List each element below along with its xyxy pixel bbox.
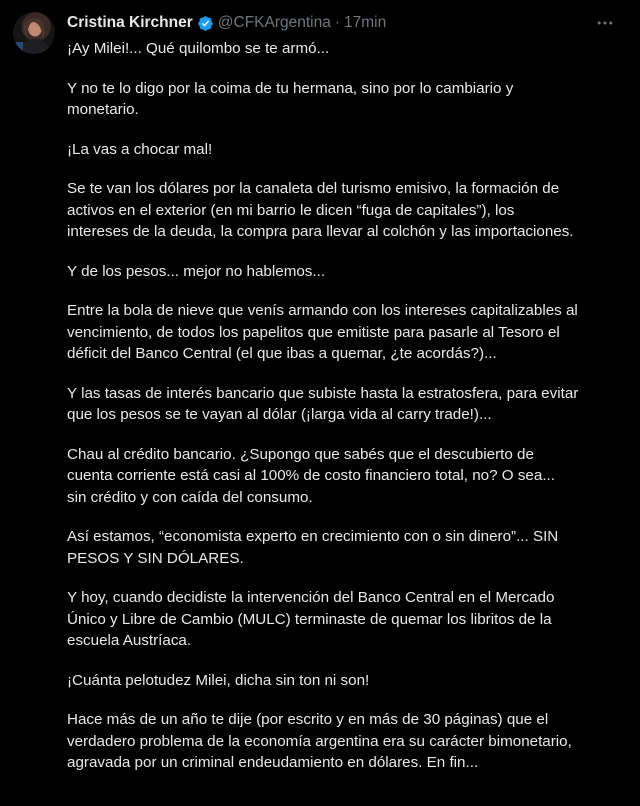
tweet-text-line: ¡La vas a chocar mal! [67, 140, 213, 158]
tweet-text-line: Y las tasas de interés bancario que subiste hasta la estratosfera, para evitar [67, 384, 579, 402]
separator: · [334, 14, 341, 31]
tweet-paragraph [67, 38, 632, 60]
tweet-paragraph [67, 178, 632, 243]
tweet-text-line: agravada por un criminal endeudamiento en dólares. En fin... [67, 754, 479, 771]
tweet-paragraph [67, 587, 632, 652]
tweet-text-line: monetario. [67, 101, 139, 118]
tweet-paragraph [67, 383, 632, 426]
tweet-text-line: ¡Ay Milei!... Qué quilombo se te armó... [67, 40, 330, 57]
tweet-paragraph [67, 139, 632, 161]
tweet-text-line: déficit del Banco Central (el que ibas a quemar, ¿te acordás?)... [67, 345, 497, 362]
tweet-text-line: verdadero problema de la economía argentina era su carácter bimonetario, [67, 732, 572, 750]
tweet-text-line: Chau al crédito bancario. ¿Supongo que sabés que el descubierto de [67, 445, 534, 463]
timestamp[interactable]: 17min [344, 14, 387, 31]
verified-badge-icon [197, 15, 214, 32]
tweet-text-line: activos en el exterior (en mi barrio le dicen “fuga de capitales”), los [67, 201, 515, 219]
tweet-text-line: Así estamos, “economista experto en crecimiento con o sin dinero”... SIN [67, 528, 559, 545]
tweet-paragraph [67, 526, 632, 569]
tweet-text-line: escuela Austríaca. [67, 632, 192, 649]
author-handle[interactable]: @CFKArgentina [217, 14, 331, 31]
tweet-text-line: ¡Cuánta pelotudez Milei, dicha sin ton ni son! [67, 671, 370, 689]
tweet-text-line: Único y Libre de Cambio (MULC) terminaste de quemar los libritos de la [67, 610, 552, 628]
avatar[interactable] [13, 12, 55, 54]
more-options-icon[interactable] [594, 13, 616, 33]
tweet-text-line: que los pesos se te vayan al dólar (¡larga vida al carry trade!)... [67, 406, 492, 423]
tweet-paragraph [67, 300, 632, 365]
tweet-paragraph [67, 444, 632, 509]
tweet-text-line: cuenta corriente está casi al 100% de costo financiero total, no? O sea... [67, 467, 555, 484]
tweet-header [67, 12, 386, 34]
tweet-paragraph [67, 670, 632, 692]
author-name[interactable]: Cristina Kirchner [67, 14, 193, 31]
tweet-paragraph [67, 709, 632, 774]
tweet-text-line: Se te van los dólares por la canaleta del turismo emisivo, la formación de [67, 180, 560, 197]
tweet-text-line: Y de los pesos... mejor no hablemos... [67, 262, 326, 280]
tweet-paragraph [67, 261, 632, 283]
tweet-text-line: intereses de la deuda, la compra para llevar al colchón y las importaciones. [67, 223, 574, 240]
tweet-text-line: vencimiento, de todos los papelitos que emitiste para pasarle al Tesoro el [67, 323, 560, 341]
tweet-text-line: sin crédito y con caída del consumo. [67, 488, 313, 506]
tweet-text [67, 38, 632, 792]
tweet-text-line: Hace más de un año te dije (por escrito y en más de 30 páginas) que el [67, 711, 549, 728]
tweet-text-line: PESOS Y SIN DÓLARES. [67, 549, 244, 567]
tweet-paragraph [67, 78, 632, 121]
tweet-text-line: Entre la bola de nieve que venís armando con los intereses capitalizables al [67, 302, 578, 319]
tweet-text-line: Y hoy, cuando decidiste la intervención del Banco Central en el Mercado [67, 589, 555, 606]
tweet-text-line: Y no te lo digo por la coima de tu hermana, sino por lo cambiario y [67, 79, 514, 97]
